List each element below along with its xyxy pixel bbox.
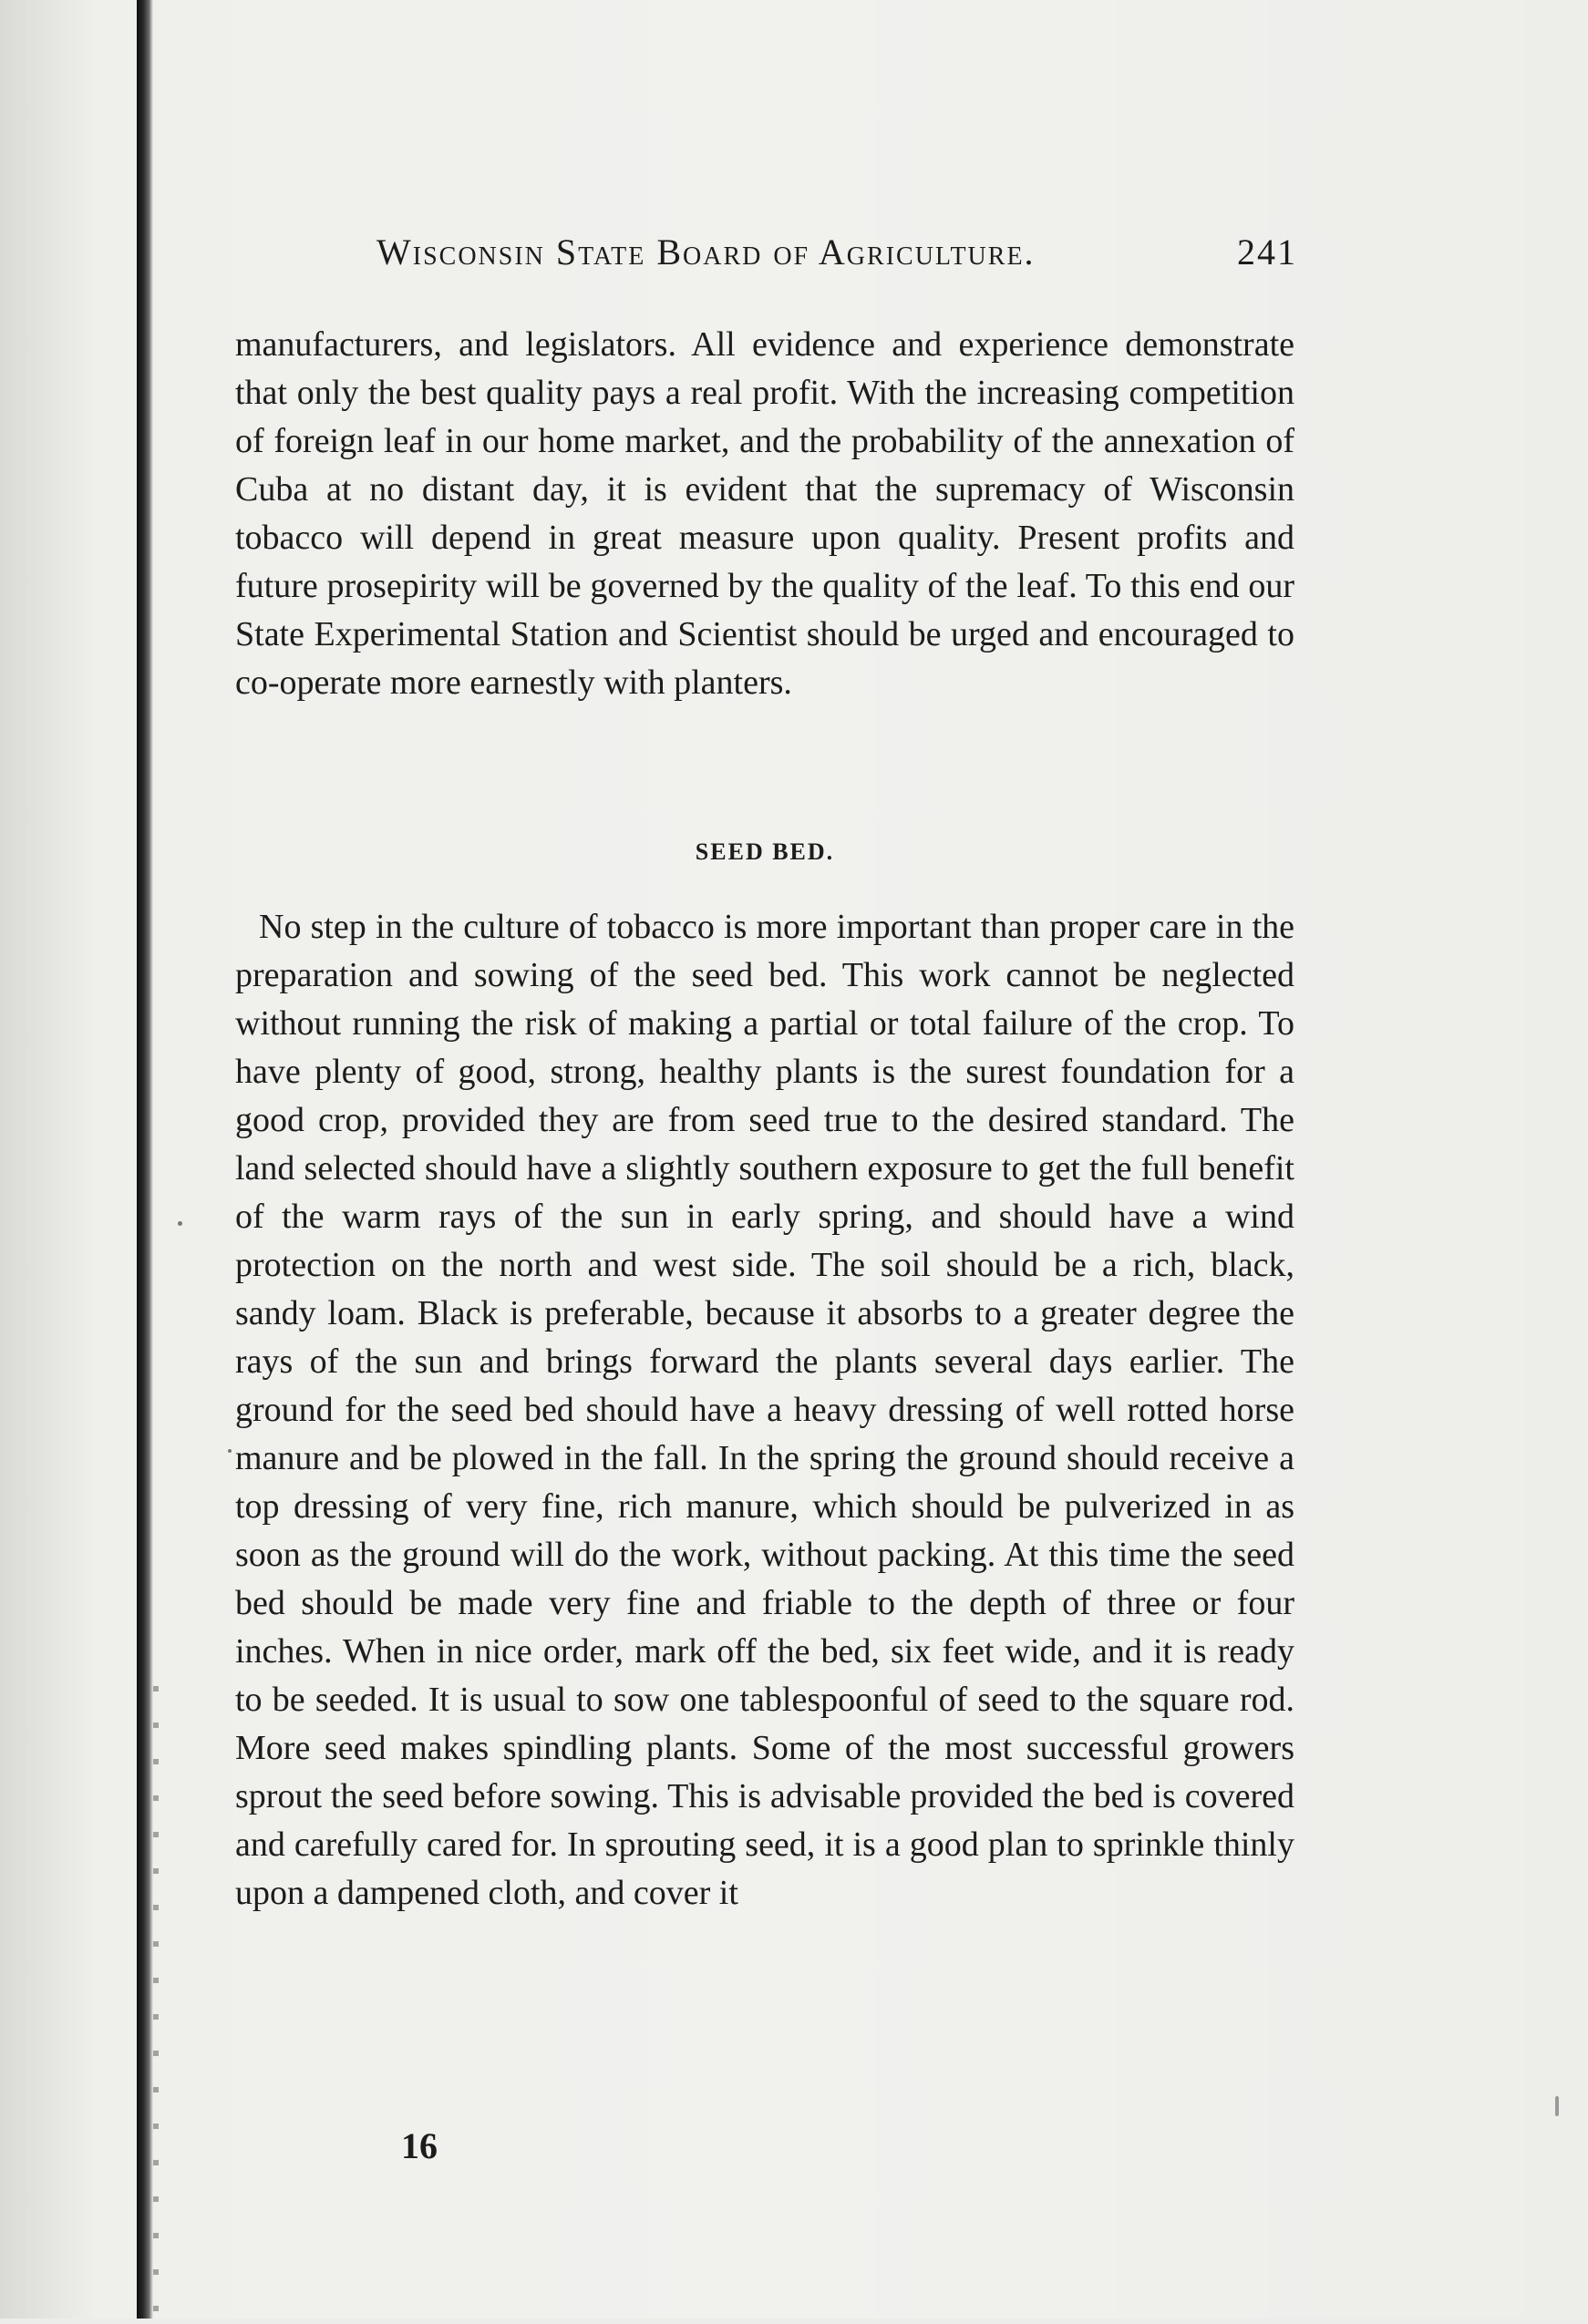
running-header — [376, 230, 1297, 275]
section-heading: SEED BED. — [695, 838, 835, 865]
scan-speck — [1555, 2096, 1559, 2116]
scan-speck — [228, 1449, 232, 1453]
paragraph-continued: manufacturers, and legislators. All evidence and experience demonstrate that only the best quality pays a real profit. With the increasing competition of foreign leaf in our home market, and the probability of the annexation of Cuba at no distant day, it is evident that the supremacy of Wisconsin tobacco will depend in great measure upon quality. Present profits and future prosepirity will be governed by the quality of the leaf. To this end our State Experimental Station and Scientist should be urged and encouraged to co-operate more earnestly with planters. — [235, 325, 1294, 702]
scan-speck — [178, 1221, 182, 1226]
page-number: 241 — [1237, 231, 1297, 273]
signature-mark: 16 — [401, 2125, 438, 2166]
paragraph-seed-bed: No step in the culture of tobacco is more important than proper care in the preparation and sowing of the seed bed. This work cannot be neglected without running the risk of making a partial or total failure of the crop. To have plenty of good, strong, healthy plants is the surest foundation for a good crop, provided they are from seed true to the desired standard. The land selected should have a slightly southern exposure to get the full benefit of the warm rays of the sun in early spring, and should have a wind protection on the north and west side. The soil should be a rich, black, sandy loam. Black is preferable, because it absorbs to a greater degree the rays of the sun and brings forward the plants several days earlier. The ground for the seed bed should have a heavy dressing of well rotted horse manure and be plowed in the fall. In the spring the ground should receive a top dressing of very fine, rich manure, which should be pulverized in as soon as the ground will do the work, without packing. At this time the seed bed should be made very fine and friable to the depth of three or four inches. When in nice order, mark off the bed, six feet wide, and it is ready to be seeded. It is usual to sow one tablespoonful of seed to the square rod. More seed makes spindling plants. Some of the most successful growers sprout the seed before sowing. This is advisable provided the bed is covered and carefully cared for. In sprouting seed, it is a good plan to sprinkle thinly upon a dampened cloth, and cover it — [235, 908, 1294, 1912]
binding-marks — [153, 1686, 159, 2324]
running-title: Wisconsin State Board of Agriculture. — [376, 231, 1036, 273]
book-binding-edge — [137, 0, 153, 2319]
